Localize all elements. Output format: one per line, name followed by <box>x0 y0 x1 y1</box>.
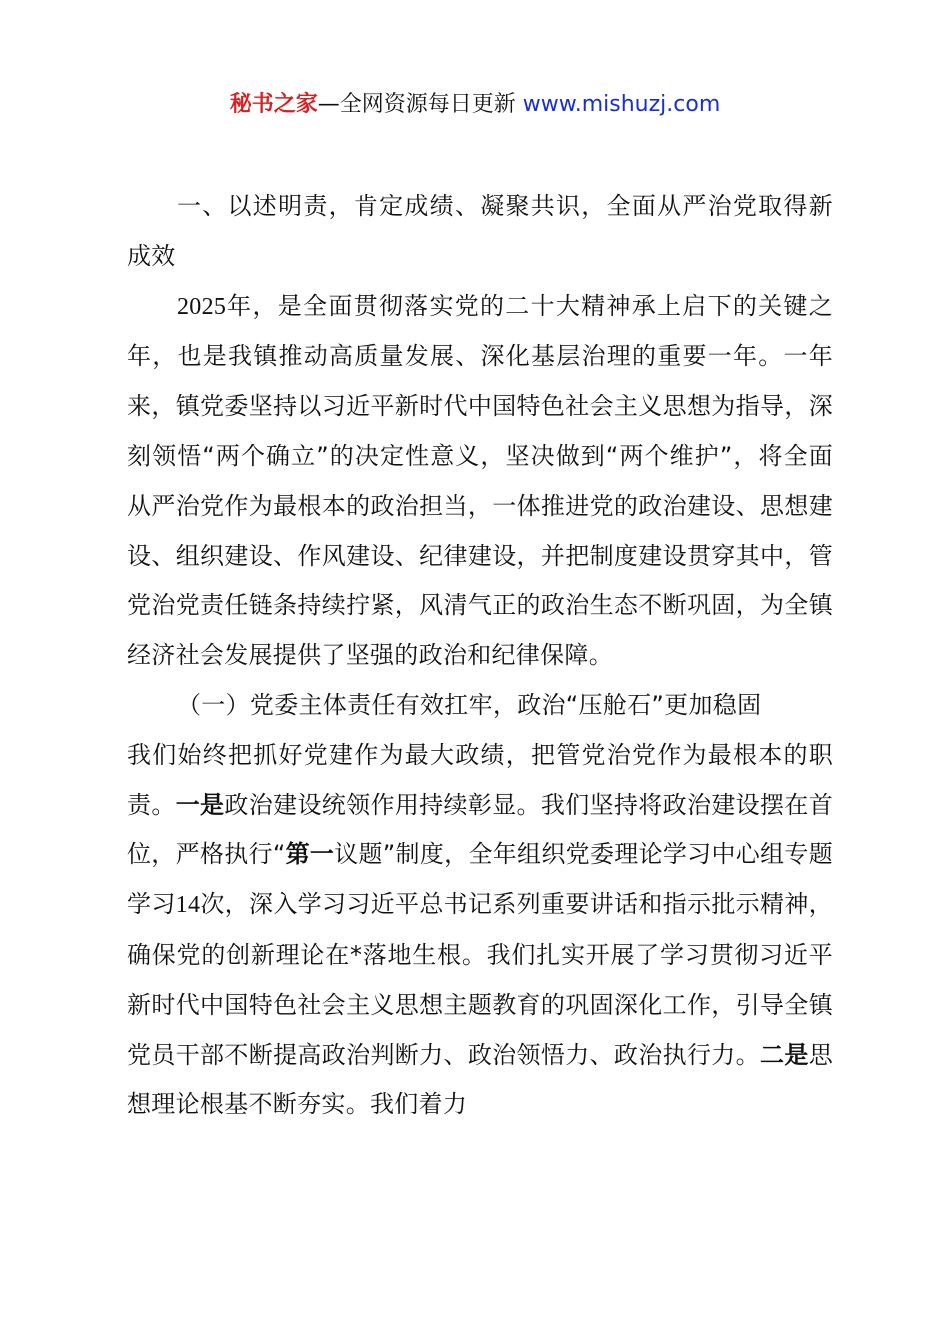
header-tagline: —全网资源每日更新 <box>317 92 516 117</box>
point-one-marker: 一是 <box>175 790 225 819</box>
brand-name: 秘书之家 <box>229 92 318 117</box>
site-header <box>0 90 950 120</box>
subsection-heading: （一）党委主体责任有效扛牢，政治“压舱石”更加稳固 <box>177 690 762 719</box>
point-one-text: 政治建设统领作用持续彰显。我们坚持将政治建设摆在首位，严格执行“ <box>127 790 834 869</box>
document-body <box>127 182 833 1130</box>
paragraph-lead-sentence: 我们始终把抓好党建作为最大政绩，把管党治党作为最根本的职责。 <box>127 740 833 819</box>
study-session-count: 14 <box>175 892 201 919</box>
point-two-text: 思想理论根基不断夯实。我们着力 <box>127 1040 833 1119</box>
first-topic-bold: 第一 <box>285 840 335 869</box>
paragraph-party-responsibility <box>127 731 833 1130</box>
point-two-marker: 二是 <box>759 1040 809 1069</box>
paragraph-intro-text: 年，是全面贯彻落实党的二十大精神承上启下的关键之年，也是我镇推动高质量发展、深化基层治理的重要一年。一年来，镇党委坚持以习近平新时代中国特色社会主义思想为指导，深刻领悟“两个确立”的决定性意义，坚决做到“两个维护”，将全面从严治党作为最根本的政治担当，一体推进党的政治建设、思想建设、组织建设、作风建设、纪律建设，并把制度建设贯穿其中，管党治党责任链条持续拧紧，风清气正的政治生态不断巩固，为全镇经济社会发展提供了坚强的政治和纪律保障。 <box>127 291 833 670</box>
point-one-text-end: 次，深入学习习近平总书记系列重要讲话和指示批示精神，确保党的创新理论在*落地生根。我们扎实开展了学习贯彻习近平新时代中国特色社会主义思想主题教育的巩固深化工作，引导全镇党员干部不断提高政治判断力、政治领悟力、政治执行力。 <box>127 890 833 1069</box>
year-number: 2025 <box>177 293 227 320</box>
paragraph-intro <box>127 282 833 681</box>
point-one-text-cont: 议题”制度，全年组织党委理论学习中心组专题学习 <box>127 840 833 919</box>
site-url-link[interactable]: www.mishuzj.com <box>522 92 721 117</box>
section-heading: 一、以述明责，肯定成绩、凝聚共识，全面从严治党取得新成效 <box>127 192 833 270</box>
